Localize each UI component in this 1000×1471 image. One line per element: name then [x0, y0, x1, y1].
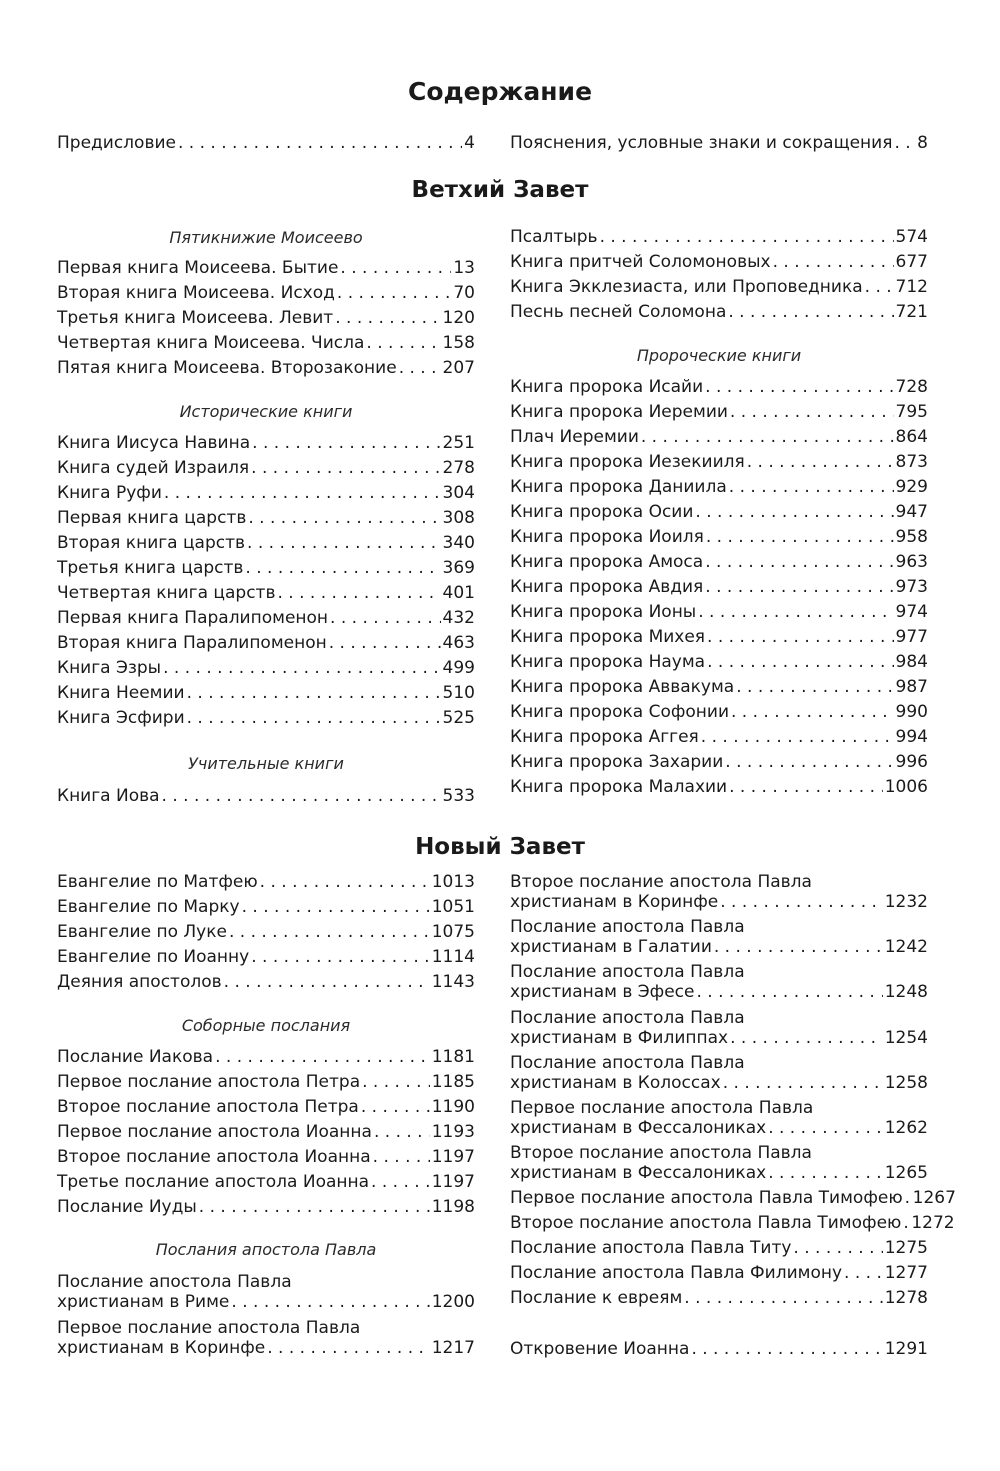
- entry-page: 973: [895, 577, 928, 597]
- entry-title: Книга пророка Иеремии: [510, 402, 728, 422]
- entry-title: Послание апостола Павла Титу: [510, 1238, 792, 1258]
- entry-title-line1: Второе послание апостола Павла: [510, 872, 812, 892]
- subsection-label: Соборные послания: [181, 1016, 351, 1035]
- front-left: [57, 131, 475, 156]
- entry-title: Книга Иисуса Навина: [57, 433, 251, 453]
- entry-title: христианам в Галатии: [510, 937, 712, 957]
- toc-entry[interactable]: [510, 650, 928, 675]
- leader-dots: [723, 1071, 883, 1096]
- leader-dots: [730, 400, 894, 425]
- toc-entry[interactable]: [510, 1286, 928, 1311]
- toc-entry[interactable]: [57, 945, 475, 970]
- leader-dots: [267, 1336, 430, 1361]
- leader-dots: [231, 1290, 429, 1315]
- leader-dots: [162, 784, 441, 809]
- entry-page: 929: [895, 477, 928, 497]
- entry-title: Четвертая книга Моисеева. Числа: [57, 333, 365, 353]
- entry-title: Четвертая книга царств: [57, 583, 276, 603]
- toc-entry[interactable]: [510, 550, 928, 575]
- entry-title: христианам в Риме: [57, 1292, 230, 1312]
- entry-title: Книга судей Израиля: [57, 458, 250, 478]
- toc-entry[interactable]: [57, 1195, 475, 1220]
- entry-page: 1217: [431, 1338, 475, 1358]
- toc-entry[interactable]: [57, 556, 475, 581]
- entry-title: Книга пророка Иезекииля: [510, 452, 745, 472]
- entry-title: Откровение Иоанна: [510, 1339, 690, 1359]
- leader-dots: [251, 945, 430, 970]
- leader-dots: [199, 1195, 430, 1220]
- entry-title: Книга пророка Аввакума: [510, 677, 735, 697]
- entry-page: 1265: [884, 1163, 928, 1183]
- entry-title: Книга пророка Исайи: [510, 377, 704, 397]
- leader-dots: [187, 706, 441, 731]
- entry-title: Книга пророка Софонии: [510, 702, 729, 722]
- leader-dots: [894, 131, 915, 156]
- entry-page: 1248: [884, 982, 928, 1002]
- entry-page: 963: [895, 552, 928, 572]
- entry-page: 1272: [911, 1213, 955, 1233]
- leader-dots: [705, 550, 893, 575]
- entry-page: 401: [442, 583, 475, 603]
- entry-title: Третье послание апостола Иоанна: [57, 1172, 370, 1192]
- entry-title: христианам в Эфесе: [510, 982, 695, 1002]
- leader-dots: [247, 531, 441, 556]
- toc-entry[interactable]: [510, 250, 928, 275]
- entry-page: 70: [453, 283, 475, 303]
- toc-entry[interactable]: [510, 935, 928, 960]
- entry-title: Третья книга Моисеева. Левит: [57, 308, 334, 328]
- toc-entry[interactable]: [57, 656, 475, 681]
- leader-dots: [865, 275, 894, 300]
- toc-entry[interactable]: [510, 425, 928, 450]
- entry-title: Книга Руфи: [57, 483, 162, 503]
- entry-title: Первое послание апостола Павла Тимофею: [510, 1188, 903, 1208]
- leader-dots: [374, 1120, 430, 1145]
- leader-dots: [373, 1145, 430, 1170]
- page-title: Содержание: [407, 77, 593, 106]
- leader-dots: [729, 775, 883, 800]
- leader-dots: [707, 650, 893, 675]
- leader-dots: [361, 1095, 430, 1120]
- entry-page: 1051: [431, 897, 475, 917]
- entry-title: христианам в Колоссах: [510, 1073, 721, 1093]
- leader-dots: [329, 631, 441, 656]
- entry-title: Второе послание апостола Петра: [57, 1097, 359, 1117]
- entry-page: 120: [442, 308, 475, 328]
- entry-page: 533: [442, 786, 475, 806]
- toc-entry[interactable]: [57, 131, 475, 156]
- toc-entry[interactable]: [57, 706, 475, 731]
- toc-entry[interactable]: [57, 1070, 475, 1095]
- leader-dots: [277, 581, 440, 606]
- leader-dots: [215, 1045, 430, 1070]
- entry-page: 1197: [431, 1172, 475, 1192]
- toc-entry[interactable]: [510, 1161, 928, 1186]
- toc-entry[interactable]: [57, 1120, 475, 1145]
- leader-dots: [337, 281, 451, 306]
- entry-page: 958: [895, 527, 928, 547]
- leader-dots: [696, 980, 882, 1005]
- toc-entry[interactable]: [57, 606, 475, 631]
- entry-title: Книга притчей Соломоновых: [510, 252, 771, 272]
- entry-title: Книга пророка Аггея: [510, 727, 699, 747]
- front-right: [510, 131, 928, 156]
- toc-entry[interactable]: [57, 1336, 475, 1361]
- toc-entry[interactable]: [510, 525, 928, 550]
- entry-page: 1242: [884, 937, 928, 957]
- toc-entry[interactable]: [57, 870, 475, 895]
- entry-title: Книга пророка Михея: [510, 627, 706, 647]
- leader-dots: [844, 1261, 883, 1286]
- entry-title: Книга пророка Амоса: [510, 552, 704, 572]
- toc-entry[interactable]: [57, 1145, 475, 1170]
- entry-title: Книга пророка Осии: [510, 502, 694, 522]
- entry-title: Первое послание апостола Петра: [57, 1072, 361, 1092]
- entry-title: Второе послание апостола Иоанна: [57, 1147, 371, 1167]
- leader-dots: [362, 1070, 430, 1095]
- leader-dots: [905, 1186, 911, 1211]
- entry-title: Третья книга царств: [57, 558, 244, 578]
- entry-page: 1277: [884, 1263, 928, 1283]
- entry-page: 8: [917, 133, 928, 153]
- entry-title: Послание Иуды: [57, 1197, 197, 1217]
- entry-page: 984: [895, 652, 928, 672]
- entry-title-line1: Послание апостола Павла: [510, 1053, 745, 1073]
- entry-page: 1232: [884, 892, 928, 912]
- entry-title: Евангелие по Марку: [57, 897, 240, 917]
- leader-dots: [366, 331, 440, 356]
- toc-entry[interactable]: [510, 1071, 928, 1096]
- entry-title: Пояснения, условные знаки и сокращения: [510, 133, 893, 153]
- toc-entry[interactable]: [57, 970, 475, 995]
- entry-title: христианам в Коринфе: [57, 1338, 266, 1358]
- toc-entry[interactable]: [510, 475, 928, 500]
- leader-dots: [714, 935, 883, 960]
- entry-title: Книга пророка Захарии: [510, 752, 724, 772]
- entry-page: 369: [442, 558, 475, 578]
- entry-title-line1: Послание апостола Павла: [57, 1272, 292, 1292]
- entry-page: 864: [895, 427, 928, 447]
- nt-right-column: [510, 870, 956, 1370]
- entry-page: 677: [895, 252, 928, 272]
- toc-entry[interactable]: [510, 750, 928, 775]
- entry-page: 1190: [431, 1097, 475, 1117]
- toc-entry[interactable]: [510, 450, 928, 475]
- entry-title: Евангелие по Луке: [57, 922, 227, 942]
- entry-title: Второе послание апостола Павла Тимофею: [510, 1213, 902, 1233]
- entry-page: 304: [442, 483, 475, 503]
- toc-entry[interactable]: [57, 431, 475, 456]
- toc-entry[interactable]: [57, 1045, 475, 1070]
- entry-title: Первая книга Паралипоменон: [57, 608, 329, 628]
- toc-entry[interactable]: [57, 895, 475, 920]
- subsection-label: Пророческие книги: [636, 346, 802, 365]
- entry-page: 207: [442, 358, 475, 378]
- entry-title: Книга пророка Ионы: [510, 602, 697, 622]
- leader-dots: [768, 1116, 883, 1141]
- entry-page: 1013: [431, 872, 475, 892]
- entry-title: Послание апостола Павла Филимону: [510, 1263, 843, 1283]
- leader-dots: [720, 890, 883, 915]
- toc-entry[interactable]: [510, 700, 928, 725]
- toc-entry[interactable]: [57, 506, 475, 531]
- subsection-label: Послания апостола Павла: [155, 1240, 377, 1259]
- entry-title: Послание Иакова: [57, 1047, 214, 1067]
- toc-entry[interactable]: [57, 531, 475, 556]
- leader-dots: [163, 656, 440, 681]
- entry-page: 974: [895, 602, 928, 622]
- subsection-label: Исторические книги: [179, 402, 353, 421]
- toc-entry[interactable]: [57, 306, 475, 331]
- leader-dots: [330, 606, 441, 631]
- entry-title: Послание к евреям: [510, 1288, 683, 1308]
- leader-dots: [251, 456, 440, 481]
- ot-heading: Ветхий Завет: [411, 177, 589, 203]
- toc-entry[interactable]: [510, 1186, 956, 1211]
- ot-left-column: [57, 225, 475, 815]
- toc-entry[interactable]: [510, 275, 928, 300]
- entry-title: Вторая книга Паралипоменон: [57, 633, 327, 653]
- leader-dots: [728, 300, 893, 325]
- leader-dots: [706, 525, 894, 550]
- entry-page: 158: [442, 333, 475, 353]
- toc-entry[interactable]: [510, 625, 928, 650]
- entry-page: 994: [895, 727, 928, 747]
- toc-entry[interactable]: [510, 980, 928, 1005]
- leader-dots: [340, 256, 451, 281]
- entry-title-line1: Первое послание апостола Павла: [57, 1318, 361, 1338]
- toc-entry[interactable]: [510, 225, 928, 250]
- entry-title: Книга пророка Авдия: [510, 577, 704, 597]
- toc-entry[interactable]: [57, 1290, 475, 1315]
- leader-dots: [729, 475, 894, 500]
- leader-dots: [242, 895, 430, 920]
- subsection-label: Пятикнижие Моисеево: [169, 228, 363, 247]
- entry-page: 1258: [884, 1073, 928, 1093]
- entry-page: 977: [895, 627, 928, 647]
- entry-page: 510: [442, 683, 475, 703]
- leader-dots: [725, 750, 893, 775]
- toc-entry[interactable]: [57, 631, 475, 656]
- entry-title-line1: Послание апостола Павла: [510, 962, 745, 982]
- entry-page: 721: [895, 302, 928, 322]
- leader-dots: [705, 575, 893, 600]
- entry-title: Плач Иеремии: [510, 427, 639, 447]
- leader-dots: [768, 1161, 883, 1186]
- toc-entry[interactable]: [57, 581, 475, 606]
- entry-page: 1200: [431, 1292, 475, 1312]
- entry-page: 947: [895, 502, 928, 522]
- entry-page: 987: [895, 677, 928, 697]
- leader-dots: [707, 625, 894, 650]
- entry-title: Деяния апостолов: [57, 972, 222, 992]
- entry-title: Книга Неемии: [57, 683, 185, 703]
- toc-entry[interactable]: [510, 1211, 955, 1236]
- entry-page: 13: [453, 258, 475, 278]
- entry-page: 1198: [431, 1197, 475, 1217]
- leader-dots: [178, 131, 462, 156]
- entry-page: 1275: [884, 1238, 928, 1258]
- leader-dots: [736, 675, 893, 700]
- leader-dots: [731, 700, 894, 725]
- entry-title: Книга Эзры: [57, 658, 162, 678]
- entry-title: Предисловие: [57, 133, 176, 153]
- entry-page: 1262: [884, 1118, 928, 1138]
- entry-title-line1: Послание апостола Павла: [510, 1008, 745, 1028]
- toc-entry[interactable]: [57, 920, 475, 945]
- toc-entry[interactable]: [57, 681, 475, 706]
- leader-dots: [691, 1337, 882, 1362]
- toc-entry[interactable]: [510, 375, 928, 400]
- leader-dots: [773, 250, 894, 275]
- entry-title: Евангелие по Иоанну: [57, 947, 250, 967]
- entry-page: 432: [442, 608, 475, 628]
- entry-title: Пятая книга Моисеева. Второзаконие: [57, 358, 397, 378]
- leader-dots: [701, 725, 894, 750]
- entry-title: Первая книга Моисеева. Бытие: [57, 258, 339, 278]
- subsection-label: Учительные книги: [188, 754, 344, 773]
- leader-dots: [229, 920, 430, 945]
- entry-title: Книга пророка Малахии: [510, 777, 728, 797]
- leader-dots: [793, 1236, 882, 1261]
- entry-page: 990: [895, 702, 928, 722]
- toc-entry[interactable]: [510, 575, 928, 600]
- entry-page: 712: [895, 277, 928, 297]
- entry-page: 574: [895, 227, 928, 247]
- entry-page: 873: [895, 452, 928, 472]
- leader-dots: [747, 450, 894, 475]
- entry-page: 278: [442, 458, 475, 478]
- toc-entry[interactable]: [57, 331, 475, 356]
- entry-page: 1181: [431, 1047, 475, 1067]
- nt-heading: Новый Завет: [415, 834, 585, 860]
- leader-dots: [903, 1211, 909, 1236]
- entry-page: 795: [895, 402, 928, 422]
- entry-title: Псалтырь: [510, 227, 598, 247]
- entry-title: Вторая книга царств: [57, 533, 246, 553]
- leader-dots: [705, 375, 893, 400]
- leader-dots: [248, 506, 440, 531]
- leader-dots: [695, 500, 893, 525]
- leader-dots: [335, 306, 440, 331]
- toc-entry[interactable]: [510, 600, 928, 625]
- entry-page: 728: [895, 377, 928, 397]
- entry-page: 4: [464, 133, 475, 153]
- entry-title: Книга пророка Наума: [510, 652, 706, 672]
- toc-entry[interactable]: [57, 356, 475, 381]
- entry-page: 996: [895, 752, 928, 772]
- entry-page: 499: [442, 658, 475, 678]
- leader-dots: [164, 481, 441, 506]
- entry-page: 1193: [431, 1122, 475, 1142]
- leader-dots: [224, 970, 430, 995]
- toc-entry[interactable]: [510, 1236, 928, 1261]
- entry-title: Вторая книга Моисеева. Исход: [57, 283, 335, 303]
- leader-dots: [260, 870, 430, 895]
- entry-title: христианам в Фессалониках: [510, 1163, 767, 1183]
- entry-page: 1075: [431, 922, 475, 942]
- leader-dots: [245, 556, 440, 581]
- toc-entry[interactable]: [510, 1116, 928, 1141]
- toc-entry[interactable]: [57, 1095, 475, 1120]
- toc-entry[interactable]: [510, 1261, 928, 1286]
- leader-dots: [600, 225, 894, 250]
- leader-dots: [641, 425, 894, 450]
- nt-left-column: [57, 870, 475, 1370]
- entry-title: Песнь песней Соломона: [510, 302, 727, 322]
- entry-page: 1278: [884, 1288, 928, 1308]
- entry-title: Первое послание апостола Иоанна: [57, 1122, 372, 1142]
- entry-page: 251: [442, 433, 475, 453]
- entry-title: Книга Иова: [57, 786, 160, 806]
- entry-title: Книга пророка Даниила: [510, 477, 727, 497]
- toc-entry[interactable]: [510, 1337, 928, 1362]
- ot-right-column: [510, 225, 928, 815]
- entry-page: 1185: [431, 1072, 475, 1092]
- toc-entry[interactable]: [510, 131, 928, 156]
- toc-entry[interactable]: [57, 256, 475, 281]
- leader-dots: [684, 1286, 882, 1311]
- leader-dots: [399, 356, 441, 381]
- entry-page: 1114: [431, 947, 475, 967]
- toc-entry[interactable]: [510, 1026, 928, 1051]
- entry-page: 340: [442, 533, 475, 553]
- entry-page: 1254: [884, 1028, 928, 1048]
- leader-dots: [698, 600, 893, 625]
- entry-page: 1143: [431, 972, 475, 992]
- toc-entry[interactable]: [510, 500, 928, 525]
- toc-entry[interactable]: [57, 456, 475, 481]
- entry-page: 1291: [884, 1339, 928, 1359]
- entry-page: 525: [442, 708, 475, 728]
- leader-dots: [187, 681, 441, 706]
- entry-page: 1267: [912, 1188, 956, 1208]
- toc-entry[interactable]: [57, 281, 475, 306]
- entry-title: Первая книга царств: [57, 508, 247, 528]
- entry-page: 1197: [431, 1147, 475, 1167]
- entry-page: 463: [442, 633, 475, 653]
- entry-page: 308: [442, 508, 475, 528]
- entry-title: христианам в Коринфе: [510, 892, 719, 912]
- entry-title-line1: Послание апостола Павла: [510, 917, 745, 937]
- toc-entry[interactable]: [510, 890, 928, 915]
- toc-entry[interactable]: [510, 725, 928, 750]
- toc-entry[interactable]: [57, 784, 475, 809]
- toc-entry[interactable]: [510, 400, 928, 425]
- entry-title: Книга пророка Иоиля: [510, 527, 704, 547]
- toc-entry[interactable]: [510, 775, 928, 800]
- entry-title: христианам в Филиппах: [510, 1028, 729, 1048]
- toc-entry[interactable]: [510, 675, 928, 700]
- toc-entry[interactable]: [510, 300, 928, 325]
- entry-title-line1: Первое послание апостола Павла: [510, 1098, 814, 1118]
- entry-page: 1006: [884, 777, 928, 797]
- toc-entry[interactable]: [57, 1170, 475, 1195]
- entry-title: Книга Экклезиаста, или Проповедника: [510, 277, 863, 297]
- entry-title: христианам в Фессалониках: [510, 1118, 767, 1138]
- leader-dots: [371, 1170, 430, 1195]
- entry-title: Книга Эсфири: [57, 708, 185, 728]
- toc-entry[interactable]: [57, 481, 475, 506]
- leader-dots: [730, 1026, 883, 1051]
- entry-title: Евангелие по Матфею: [57, 872, 258, 892]
- leader-dots: [252, 431, 440, 456]
- entry-title-line1: Второе послание апостола Павла: [510, 1143, 812, 1163]
